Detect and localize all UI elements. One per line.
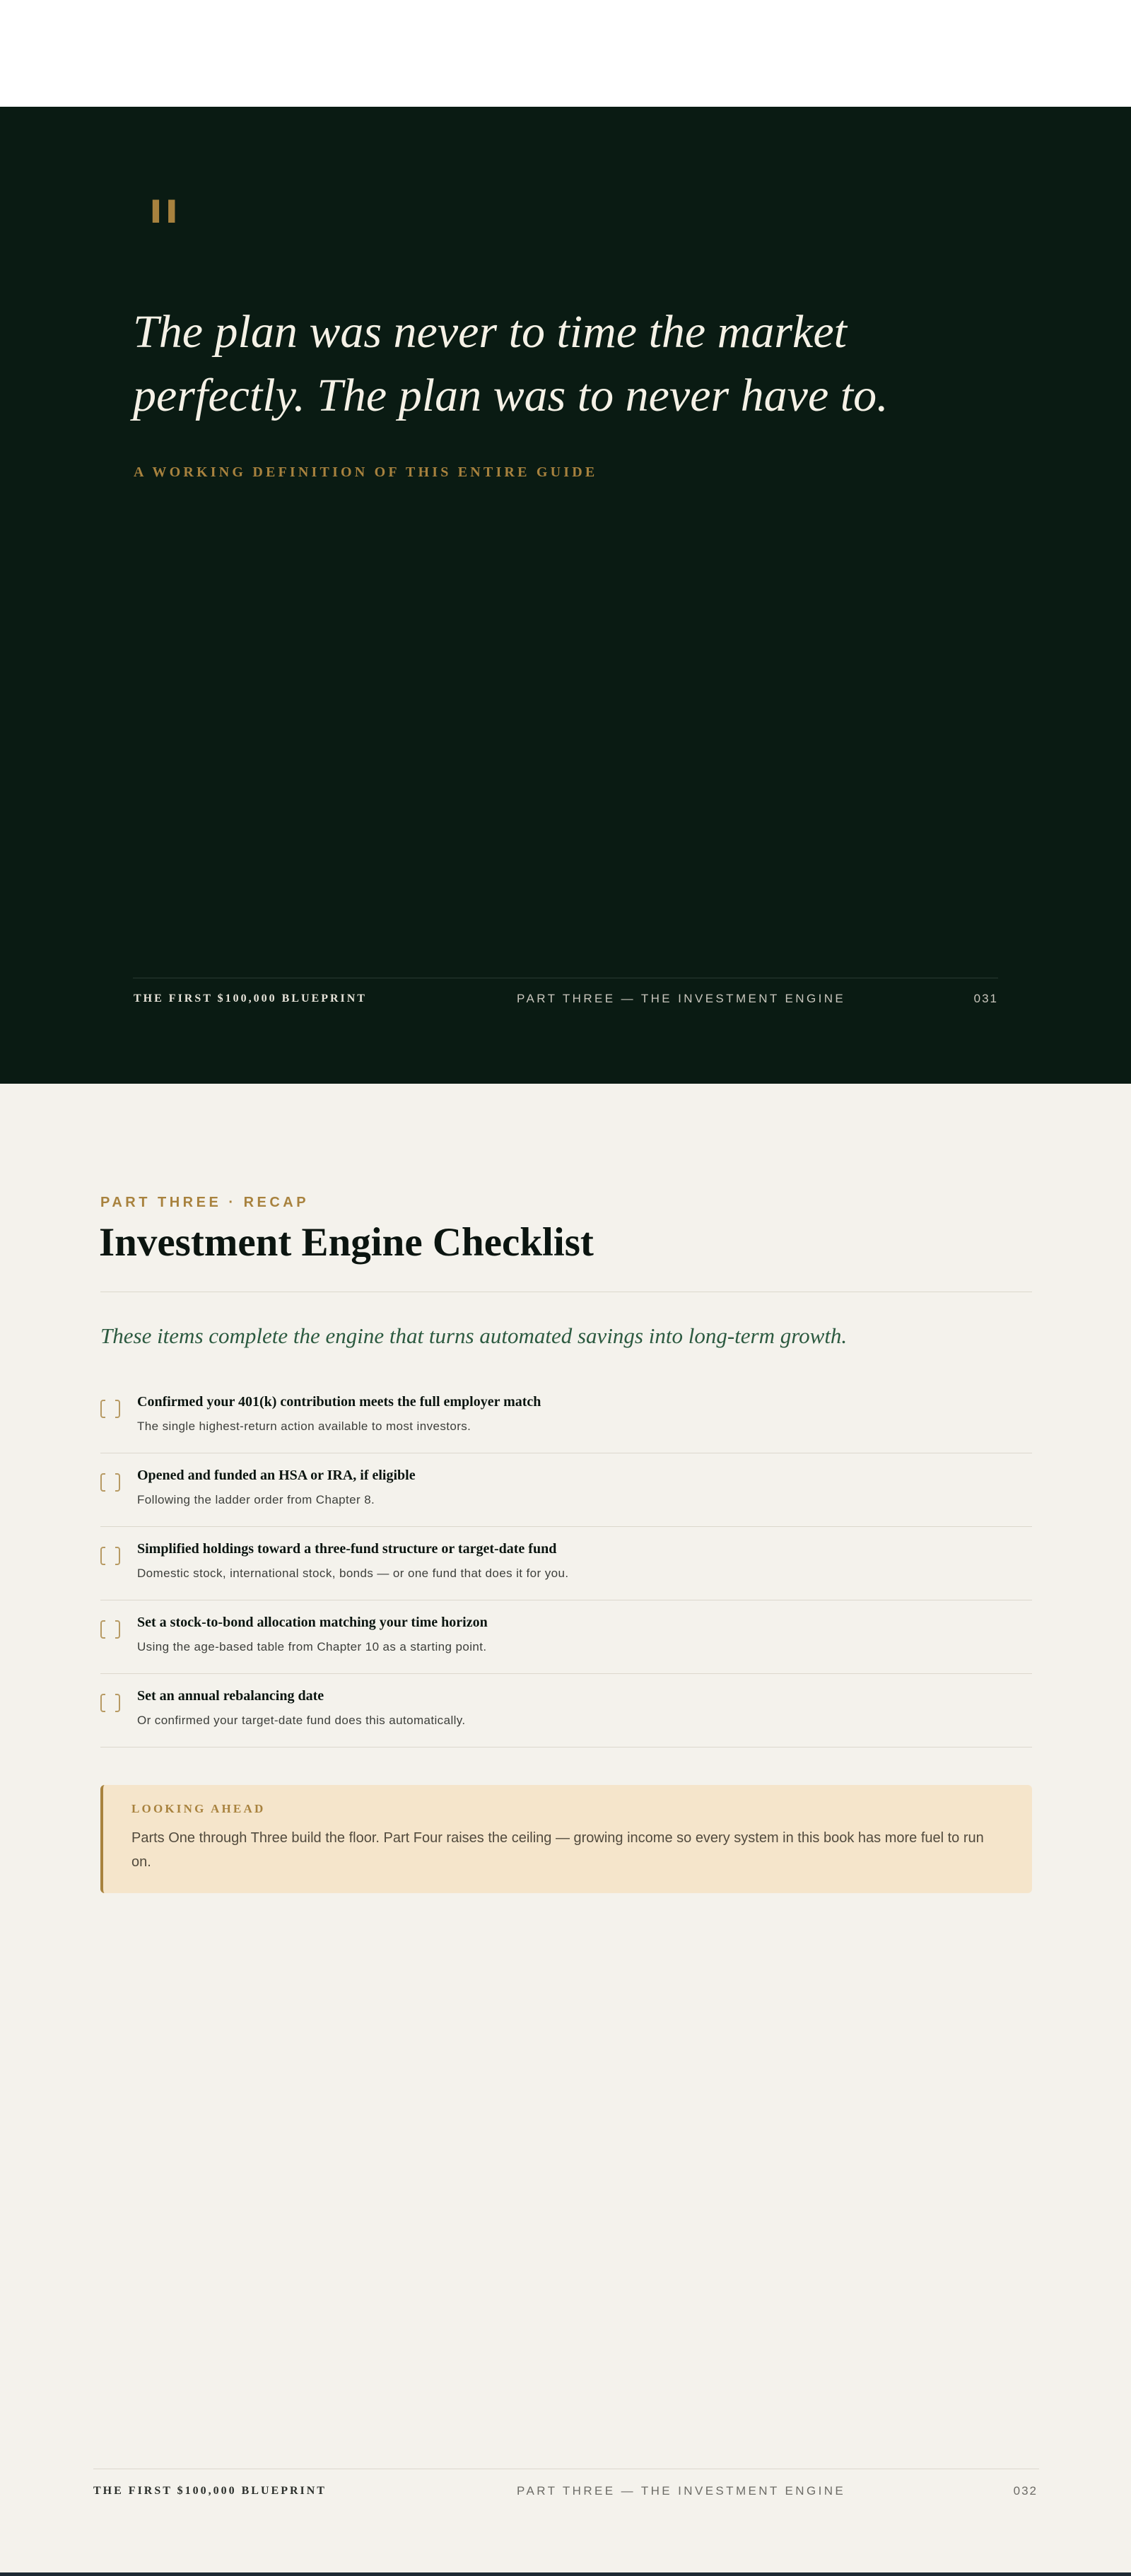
checklist-item: [100, 1380, 1032, 1453]
checkbox[interactable]: [100, 1620, 120, 1639]
checklist-item-title: Confirmed your 401(k) contribution meets the full employer match: [137, 1394, 541, 1410]
checkbox[interactable]: [100, 1694, 120, 1712]
checklist-item-description: Following the ladder order from Chapter 8.: [137, 1493, 375, 1506]
quote-mark-icon: ": [144, 191, 184, 254]
checklist-item-description: Domestic stock, international stock, bonds — or one fund that does it for you.: [137, 1567, 569, 1580]
checklist-item-description: Or confirmed your target-date fund does this automatically.: [137, 1714, 466, 1727]
checklist-item-title: Set an annual rebalancing date: [137, 1688, 324, 1704]
checklist: [100, 1380, 1032, 1747]
callout-body: Parts One through Three build the floor. Part Four raises the ceiling — growing income so every system in this book has more fuel to run on.: [131, 1830, 984, 1870]
section-eyebrow: PART THREE · RECAP: [100, 1195, 310, 1210]
quote-attribution: A WORKING DEFINITION OF THIS ENTIRE GUIDE: [134, 464, 598, 480]
bottom-edge-strip: [0, 2572, 1131, 2576]
footer-section-title: PART THREE — THE INVESTMENT ENGINE: [517, 992, 846, 1005]
pull-quote: The plan was never to time the market perfectly. The plan was to never have to.: [133, 306, 889, 421]
footer-book-title: THE FIRST $100,000 BLUEPRINT: [134, 993, 367, 1005]
page-title: Investment Engine Checklist: [99, 1220, 594, 1265]
footer-book-title: THE FIRST $100,000 BLUEPRINT: [93, 2485, 327, 2497]
checklist-item: [100, 1453, 1032, 1527]
checklist-item-description: Using the age-based table from Chapter 10 as a starting point.: [137, 1640, 487, 1653]
checklist-item: [100, 1600, 1032, 1674]
checklist-item: [100, 1674, 1032, 1747]
looking-ahead-callout: [100, 1785, 1032, 1893]
checklist-item-description: The single highest-return action available to most investors.: [137, 1419, 471, 1433]
footer-page-number: 032: [1013, 2484, 1038, 2498]
checklist-item-title: Opened and funded an HSA or IRA, if eligible: [137, 1468, 416, 1483]
checkbox[interactable]: [100, 1473, 120, 1492]
footer-section-title: PART THREE — THE INVESTMENT ENGINE: [517, 2484, 846, 2498]
checklist-item-title: Set a stock-to-bond allocation matching your time horizon: [137, 1615, 488, 1630]
checkbox[interactable]: [100, 1400, 120, 1418]
page-lede: These items complete the engine that turns automated savings into long-term growth.: [100, 1323, 848, 1348]
checklist-item: [100, 1527, 1032, 1600]
checkbox[interactable]: [100, 1547, 120, 1565]
callout-label: LOOKING AHEAD: [131, 1802, 266, 1815]
footer-page-number: 031: [973, 992, 998, 1005]
checklist-item-title: Simplified holdings toward a three-fund structure or target-date fund: [137, 1541, 557, 1557]
